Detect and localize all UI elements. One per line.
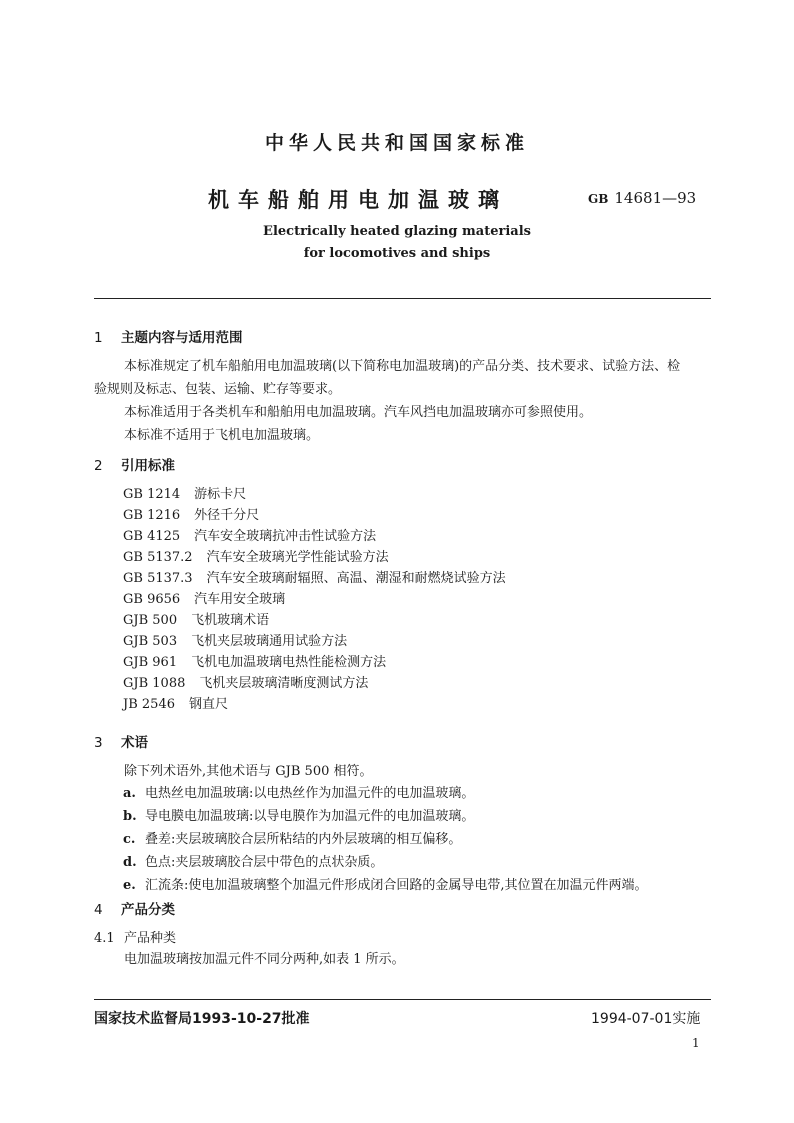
reference-name: 外径千分尺 [194, 508, 260, 523]
subsection-4-1-heading [94, 927, 176, 946]
reference-item [123, 504, 259, 523]
reference-name: 汽车安全玻璃光学性能试验方法 [206, 550, 389, 565]
reference-item [123, 630, 347, 649]
reference-name: 汽车安全玻璃抗冲击性试验方法 [194, 529, 377, 544]
section-3-heading [94, 731, 148, 751]
subsection-4-1-title: 产品种类 [124, 931, 177, 946]
implementation-date: 1994-07-01实施 [591, 1011, 701, 1027]
term-marker: a. [123, 786, 136, 801]
section-1-paragraph-1-line-2: 验规则及标志、包装、运输、贮存等要求。 [94, 382, 342, 397]
reference-code: GB 9656 [123, 592, 181, 607]
term-item [123, 805, 474, 824]
term-text: 叠差:夹层玻璃胶合层所粘结的内外层玻璃的相互偏移。 [145, 832, 462, 847]
reference-name: 飞机夹层玻璃清晰度测试方法 [199, 676, 369, 691]
reference-item [123, 651, 386, 670]
section-1-title: 主题内容与适用范围 [121, 330, 243, 346]
reference-item [123, 588, 285, 607]
term-text: 导电膜电加温玻璃:以导电膜作为加温元件的电加温玻璃。 [145, 809, 475, 824]
section-4-number: 4 [94, 902, 103, 918]
header-divider [94, 298, 711, 299]
reference-name: 飞机夹层玻璃通用试验方法 [191, 634, 348, 649]
approval-line: 国家技术监督局1993-10-27批准 [94, 1011, 310, 1027]
english-title-line2: for locomotives and ships [303, 246, 491, 261]
term-text: 色点:夹层玻璃胶合层中带色的点状杂质。 [145, 855, 384, 870]
reference-name: 汽车用安全玻璃 [194, 592, 286, 607]
footer-divider [94, 999, 711, 1000]
reference-code: GJB 1088 [123, 676, 186, 691]
section-3-title: 术语 [121, 735, 148, 751]
reference-item [123, 546, 389, 565]
term-marker: c. [123, 832, 136, 847]
standard-code-number: 14681—93 [614, 189, 697, 207]
reference-name: 飞机玻璃术语 [191, 613, 270, 628]
reference-code: GB 1214 [123, 487, 181, 502]
reference-code: GJB 500 [123, 613, 178, 628]
reference-name: 飞机电加温玻璃电热性能检测方法 [191, 655, 387, 670]
reference-code: GB 1216 [123, 508, 181, 523]
term-marker: d. [123, 855, 137, 870]
section-1-paragraph-1-line-1: 本标准规定了机车船舶用电加温玻璃(以下简称电加温玻璃)的产品分类、技术要求、试验方法、检 [124, 359, 681, 374]
reference-name: 钢直尺 [188, 697, 228, 712]
section-4-heading [94, 898, 175, 918]
reference-item [123, 525, 376, 544]
section-1-paragraph-3: 本标准不适用于飞机电加温玻璃。 [124, 428, 320, 443]
section-2-title: 引用标准 [121, 458, 175, 474]
reference-code: GJB 961 [123, 655, 178, 670]
reference-name: 汽车安全玻璃耐辐照、高温、潮湿和耐燃烧试验方法 [206, 571, 506, 586]
reference-code: GB 5137.2 [123, 550, 193, 565]
section-1-heading [94, 326, 243, 346]
reference-item [123, 483, 246, 502]
section-2-heading [94, 454, 175, 474]
subsection-4-1-text: 电加温玻璃按加温元件不同分两种,如表 1 所示。 [124, 952, 405, 967]
term-item [123, 874, 648, 893]
section-1-paragraph-2: 本标准适用于各类机车和船舶用电加温玻璃。汽车风挡电加温玻璃亦可参照使用。 [124, 405, 593, 420]
reference-item [123, 609, 269, 628]
section-3-intro: 除下列术语外,其他术语与 GJB 500 相符。 [124, 764, 373, 779]
term-text: 汇流条:使电加温玻璃整个加温元件形成闭合回路的金属导电带,其位置在加温元件两端。 [145, 878, 648, 893]
section-3-number: 3 [94, 735, 103, 751]
term-item [123, 828, 461, 847]
national-standard-heading: 中华人民共和国国家标准 [264, 132, 529, 154]
document-title: 机车船舶用电加温玻璃 [208, 188, 508, 212]
term-item [123, 851, 383, 870]
reference-code: GB 5137.3 [123, 571, 193, 586]
term-marker: e. [123, 878, 136, 893]
term-marker: b. [123, 809, 137, 824]
reference-code: GJB 503 [123, 634, 178, 649]
standard-code [588, 189, 696, 207]
section-1-number: 1 [94, 330, 103, 346]
reference-code: GB 4125 [123, 529, 181, 544]
section-2-number: 2 [94, 458, 103, 474]
standard-code-prefix: GB [588, 192, 609, 206]
subsection-4-1-number: 4.1 [94, 931, 115, 946]
term-item [123, 782, 474, 801]
reference-item [123, 672, 368, 691]
section-4-title: 产品分类 [121, 902, 175, 918]
term-text: 电热丝电加温玻璃:以电热丝作为加温元件的电加温玻璃。 [145, 786, 475, 801]
page-number: 1 [692, 1036, 700, 1050]
english-title-line1: Electrically heated glazing materials [263, 224, 531, 239]
reference-item [123, 567, 506, 586]
reference-item [123, 693, 228, 712]
reference-code: JB 2546 [123, 697, 175, 712]
reference-name: 游标卡尺 [194, 487, 247, 502]
